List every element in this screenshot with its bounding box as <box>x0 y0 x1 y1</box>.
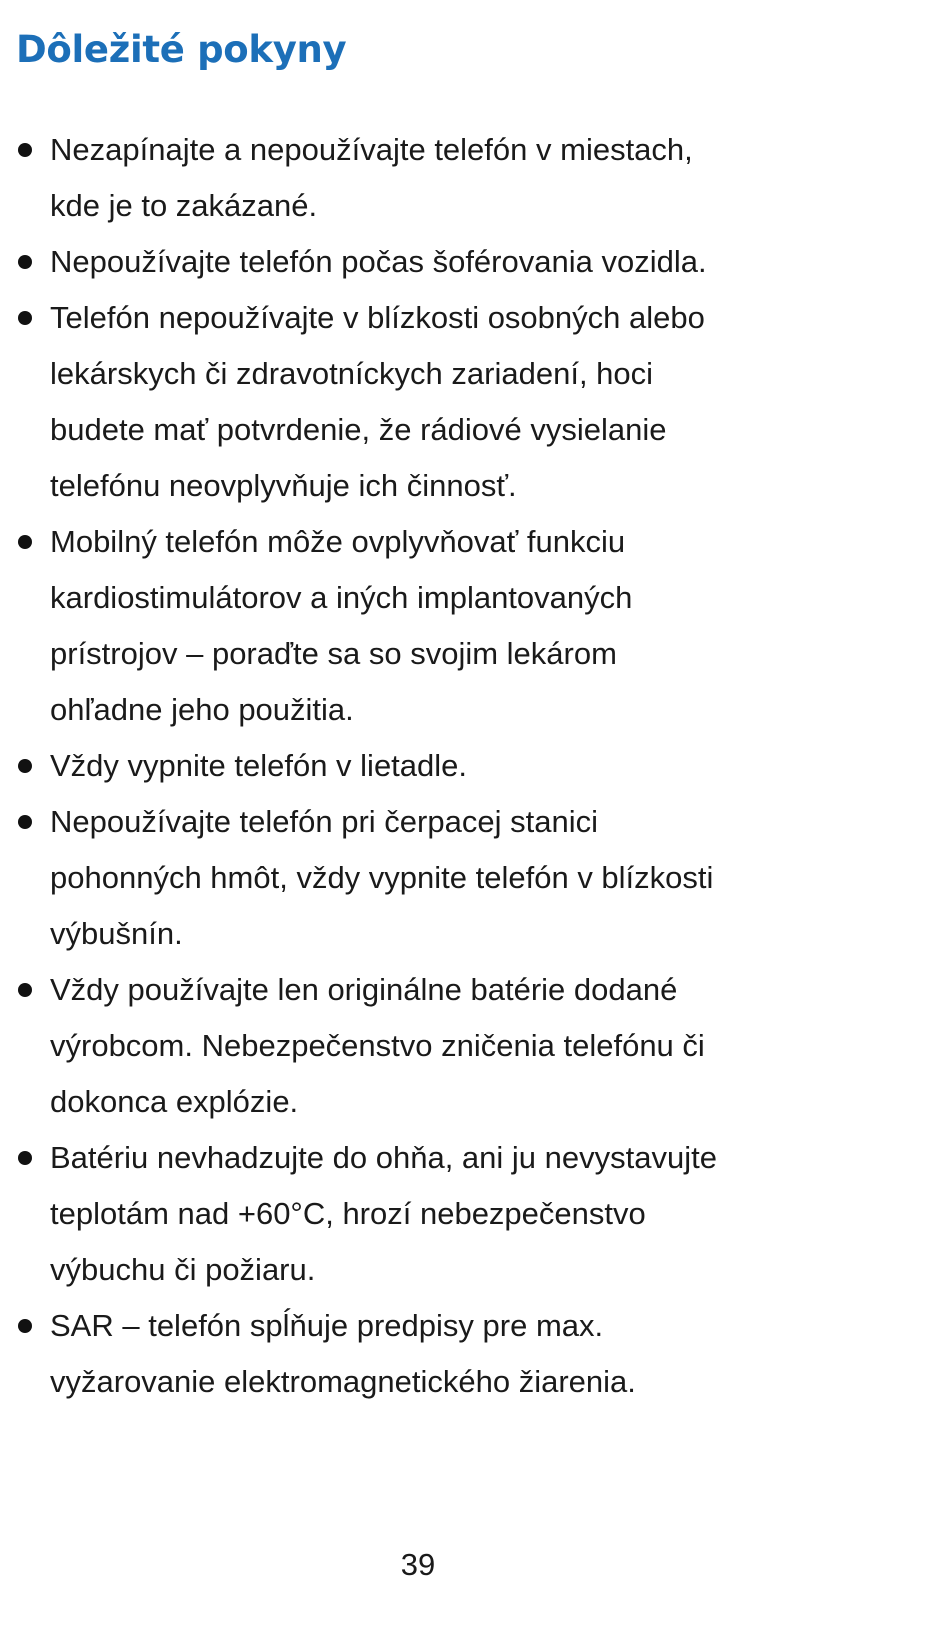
list-item-text-line: dokonca explózie. <box>50 1084 299 1119</box>
list-item-text-line: ohľadne jeho použitia. <box>50 692 354 727</box>
bullet-list <box>0 122 900 1410</box>
page-title: Dôležité pokyny <box>16 28 347 71</box>
list-item-text-line: telefónu neovplyvňuje ich činnosť. <box>50 468 517 503</box>
list-item-text-line: Telefón nepoužívajte v blízkosti osobných alebo <box>50 300 705 335</box>
list-item-text-line: budete mať potvrdenie, že rádiové vysielanie <box>50 412 667 447</box>
list-item-text-line: SAR – telefón spĺňuje predpisy pre max. <box>50 1308 604 1343</box>
list-item-text-line: pohonných hmôt, vždy vypnite telefón v blízkosti <box>50 860 714 895</box>
list-item-text-line: Nezapínajte a nepoužívajte telefón v miestach, <box>50 132 693 167</box>
list-item-text-line: vyžarovanie elektromagnetického žiarenia. <box>50 1364 636 1399</box>
list-item <box>0 738 900 794</box>
list-item-text-line: Nepoužívajte telefón počas šoférovania vozidla. <box>50 244 707 279</box>
list-item-text-line: výrobcom. Nebezpečenstvo zničenia telefónu či <box>50 1028 705 1063</box>
list-item <box>0 122 900 234</box>
list-item <box>0 234 900 290</box>
bullet-icon <box>18 983 32 997</box>
list-item-text-line: výbušnín. <box>50 916 183 951</box>
list-item-text-line: prístrojov – poraďte sa so svojim lekárom <box>50 636 617 671</box>
list-item <box>0 1298 900 1410</box>
list-item <box>0 290 900 514</box>
bullet-icon <box>18 815 32 829</box>
bullet-icon <box>18 1319 32 1333</box>
list-item-text-line: Vždy vypnite telefón v lietadle. <box>50 748 468 783</box>
bullet-icon <box>18 255 32 269</box>
list-item-text-line: kardiostimulátorov a iných implantovaných <box>50 580 633 615</box>
list-item <box>0 514 900 738</box>
list-item-text-line: lekárskych či zdravotníckych zariadení, hoci <box>50 356 654 391</box>
bullet-icon <box>18 759 32 773</box>
list-item <box>0 794 900 962</box>
bullet-icon <box>18 1151 32 1165</box>
bullet-icon <box>18 535 32 549</box>
list-item-text-line: Mobilný telefón môže ovplyvňovať funkciu <box>50 524 626 559</box>
bullet-icon <box>18 143 32 157</box>
list-item-text-line: Vždy používajte len originálne batérie dodané <box>50 972 678 1007</box>
list-item-text-line: teplotám nad +60°C, hrozí nebezpečenstvo <box>50 1196 646 1231</box>
list-item <box>0 1130 900 1298</box>
bullet-icon <box>18 311 32 325</box>
page-number: 39 <box>400 1547 436 1582</box>
list-item-text-line: kde je to zakázané. <box>50 188 318 223</box>
list-item-text-line: výbuchu či požiaru. <box>50 1252 316 1287</box>
list-item-text-line: Batériu nevhadzujte do ohňa, ani ju nevystavujte <box>50 1140 717 1175</box>
list-item-text-line: Nepoužívajte telefón pri čerpacej stanici <box>50 804 598 839</box>
list-item <box>0 962 900 1130</box>
